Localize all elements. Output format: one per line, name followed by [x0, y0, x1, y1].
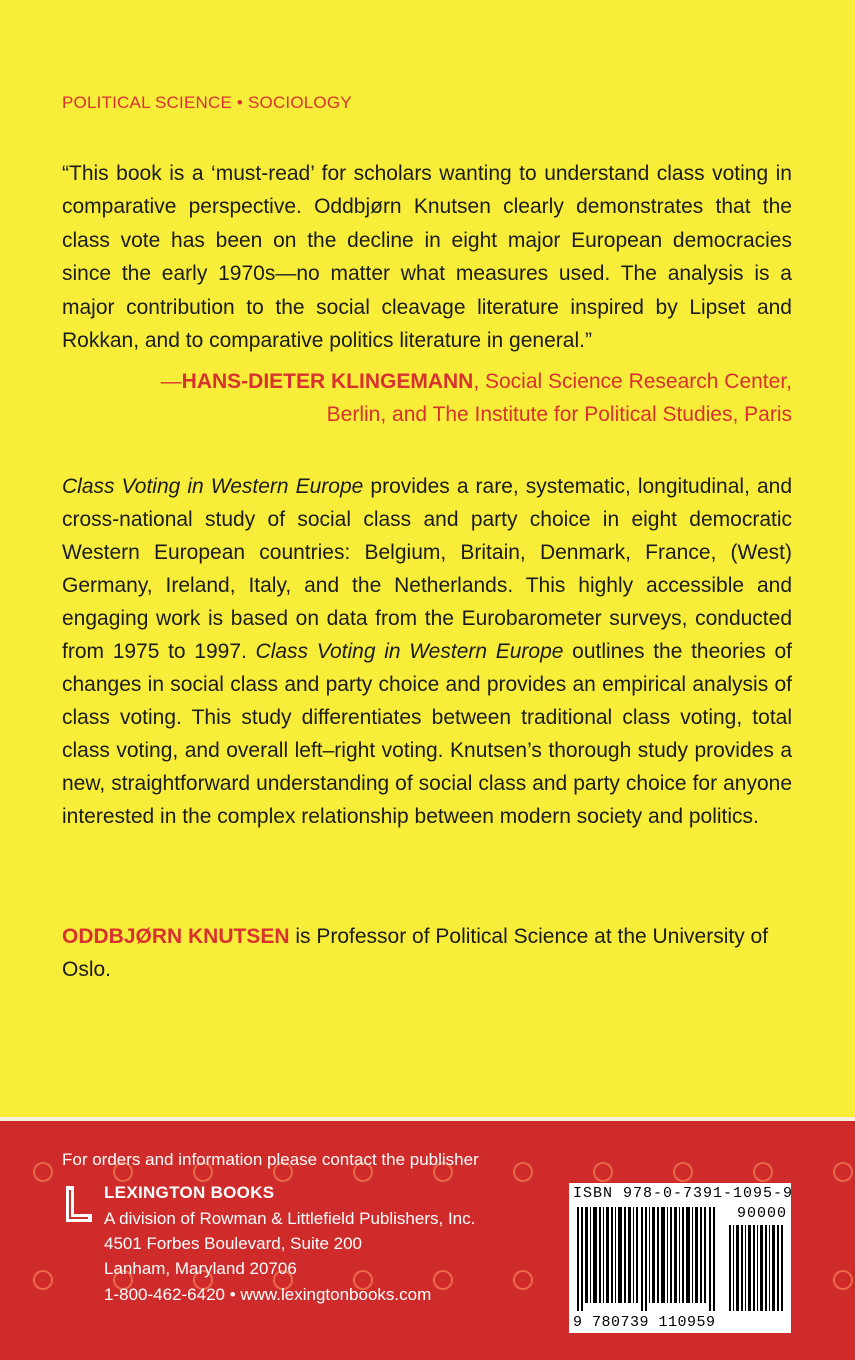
barcode-bars-icon [573, 1207, 723, 1311]
decorative-circle [833, 1270, 853, 1290]
decorative-circle [513, 1162, 533, 1182]
decorative-circle [33, 1270, 53, 1290]
book-title-repeat: Class Voting in Western Europe [255, 640, 564, 663]
author-name: ODDBJØRN KNUTSEN [62, 925, 290, 948]
publisher-name: LEXINGTON BOOKS [104, 1183, 275, 1202]
author-bio [62, 920, 792, 986]
publisher-address-1: 4501 Forbes Boulevard, Suite 200 [104, 1234, 363, 1253]
decorative-circle [673, 1162, 693, 1182]
publisher-division: A division of Rowman & Littlefield Publishers, Inc. [104, 1209, 476, 1228]
review-quote: “This book is a ‘must-read’ for scholars wanting to understand class voting in comparative perspective. Oddbjørn Knutsen clearly demonstrates that the class vote has been on the decline in eight major European democracies since the early 1970s—no matter what measures used. The analysis is a major contribution to the social cleavage literature inspired by Lipset and Rokkan, and to comparative politics literature in general.” [62, 162, 792, 353]
orders-line: For orders and information please contact the publisher [62, 1150, 479, 1169]
publisher-logo-icon [62, 1184, 102, 1228]
book-title: Class Voting in Western Europe [62, 475, 364, 498]
publisher-address-2: Lanham, Maryland 20706 [104, 1259, 297, 1278]
decorative-circle [33, 1162, 53, 1182]
review-attribution [152, 365, 792, 431]
attribution-dash: — [160, 370, 182, 393]
description-part-2: outlines the theories of changes in social class and party choice and provides an empirical analysis of class voting. This study differentiates between traditional class voting, total class voting, and overall left–right voting. Knutsen’s thorough study provides a new, straightforward understanding of social class and party choice for anyone interested in the complex relationship between modern society and politics. [62, 640, 793, 828]
decorative-circle [513, 1270, 533, 1290]
price-code: 90000 [736, 1205, 787, 1222]
decorative-circle [593, 1162, 613, 1182]
reviewer-affiliation: , Social Science Research Center, Berlin, and The Institute for Political Studies, Paris [326, 370, 792, 426]
decorative-circle [753, 1162, 773, 1182]
author-bio-text: is Professor of Political Science at the University of Oslo. [62, 925, 769, 981]
decorative-circle [433, 1270, 453, 1290]
reviewer-name: HANS-DIETER KLINGEMANN [181, 370, 474, 393]
isbn-number: ISBN 978-0-7391-1095-9 [573, 1185, 794, 1202]
publisher-contact: 1-800-462-6420 • www.lexingtonbooks.com [104, 1285, 432, 1304]
decorative-circle [833, 1162, 853, 1182]
description-part-1: provides a rare, systematic, longitudinal, and cross-national study of social class and party choice in eight democratic Western European countries: Belgium, Britain, Denmark, France, (West) Germany, Ireland, Italy, and the Netherlands. This highly accessible and engaging work is based on data from the Eurobarometer surveys, conducted from 1975 to 1997. [62, 475, 793, 663]
book-description [62, 470, 792, 833]
category-label: POLITICAL SCIENCE • SOCIOLOGY [62, 93, 352, 112]
price-barcode-icon [727, 1225, 787, 1311]
ean-number: 9 780739 110959 [573, 1314, 716, 1331]
isbn-barcode [569, 1183, 794, 1333]
